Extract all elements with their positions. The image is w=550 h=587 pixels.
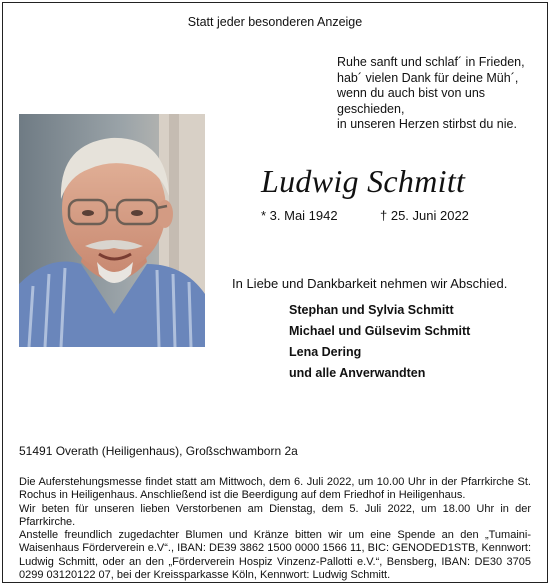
poem-line: hab´ vielen Dank für deine Müh´, xyxy=(337,70,519,85)
portrait-photo xyxy=(19,114,205,347)
service-notes xyxy=(19,476,531,582)
poem-line: Ruhe sanft und schlaf´ in Frieden, xyxy=(337,55,525,69)
family-address: 51491 Overath (Heiligenhaus), Großschwamborn 2a xyxy=(19,444,298,458)
poem-line: wenn du auch bist von uns geschieden, xyxy=(337,86,486,116)
funeral-mass-note: Die Auferstehungsmesse findet statt am Mittwoch, dem 6. Juli 2022, um 10.00 Uhr in der Pfarrkirche St. Rochus in Heiligenhaus. Anschließend ist die Beerdigung auf dem Friedhof in Heiligenhaus. xyxy=(19,476,531,502)
mourner-name: Michael und Gülsevim Schmitt xyxy=(289,324,471,338)
notice-header: Statt jeder besonderen Anzeige xyxy=(187,15,363,29)
mourners-list xyxy=(289,300,470,384)
obituary-notice xyxy=(2,2,548,583)
prayer-note: Wir beten für unseren lieben Verstorbenen am Dienstag, dem 5. Juli 2022, um 18.00 Uhr in der Pfarrkirche. xyxy=(19,502,531,528)
farewell-text: In Liebe und Dankbarkeit nehmen wir Abschied. xyxy=(232,276,508,291)
deceased-name: Ludwig Schmitt xyxy=(261,163,466,199)
death-date: † 25. Juni 2022 xyxy=(380,208,469,223)
memorial-poem xyxy=(337,55,547,133)
mourner-name: Stephan und Sylvia Schmitt xyxy=(289,303,454,317)
birth-date: * 3. Mai 1942 xyxy=(261,208,338,223)
donation-note: Anstelle freundlich zugedachter Blumen und Kränze bitten wir um eine Spende an den „Tumaini-Waisenhaus Förderverein e.V“., IBAN: DE39 3862 1500 0000 1566 11, BIC: GENODED1STB, Kennwort: Ludwig Schmitt, oder an den „Förderverein Hospiz Vinzenz-Pallotti e.V.“, Bensberg, IBAN: DE30 3705 0299 03120122 07, bei der Kreissparkasse Köln, Kennwort: Ludwig Schmitt. xyxy=(19,529,531,582)
mourner-name: und alle Anverwandten xyxy=(289,366,426,380)
mourner-name: Lena Dering xyxy=(289,345,362,359)
poem-line: in unseren Herzen stirbst du nie. xyxy=(337,117,517,131)
